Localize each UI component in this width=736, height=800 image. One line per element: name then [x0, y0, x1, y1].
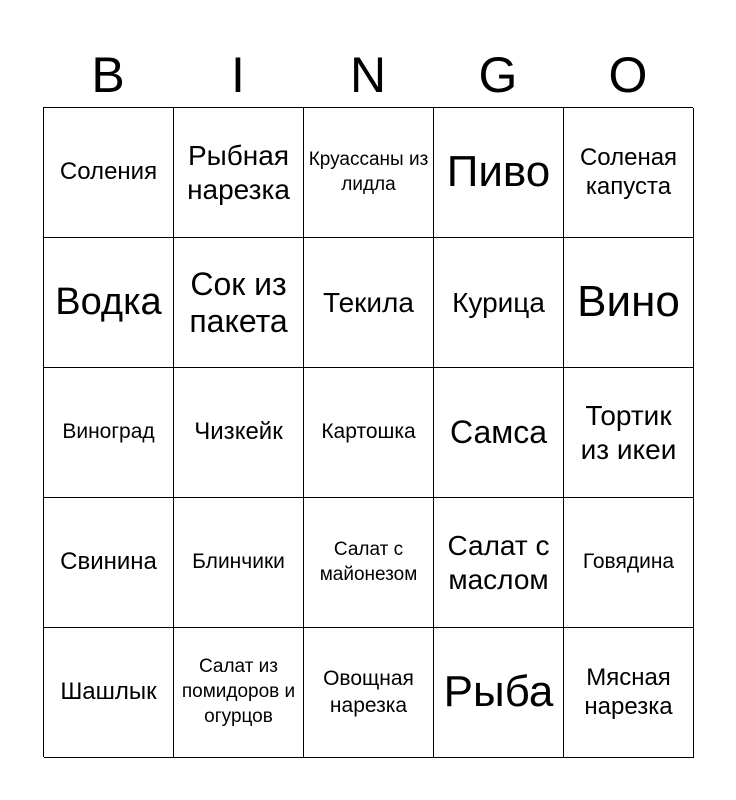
cell-label: Чизкейк: [194, 418, 283, 446]
cell-label: Картошка: [321, 420, 416, 444]
cell-label: Свинина: [60, 548, 157, 576]
bingo-cell[interactable]: [304, 498, 434, 628]
cell-label: Салат из помидоров и огурцов: [181, 656, 296, 727]
bingo-cell[interactable]: [304, 628, 434, 758]
bingo-cell[interactable]: [174, 108, 304, 238]
bingo-cell[interactable]: [174, 498, 304, 628]
bingo-board: [43, 107, 693, 757]
cell-label: Круассаны из лидла: [308, 148, 429, 195]
bingo-cell[interactable]: [434, 108, 564, 238]
cell-label: Пиво: [446, 147, 551, 197]
header-letter-g: G: [478, 47, 518, 103]
bingo-cell[interactable]: [434, 368, 564, 498]
cell-label: Водка: [55, 280, 162, 323]
cell-label: Рыбная нарезка: [187, 139, 290, 205]
bingo-cell[interactable]: [44, 108, 174, 238]
bingo-cell[interactable]: [44, 498, 174, 628]
header-letter-o: O: [608, 47, 648, 103]
header-letter-i: I: [231, 47, 245, 103]
bingo-header: [43, 44, 693, 106]
cell-label: Блинчики: [192, 550, 285, 574]
bingo-cell[interactable]: [564, 238, 694, 368]
bingo-cell[interactable]: [564, 368, 694, 498]
cell-label: Текила: [323, 286, 414, 318]
cell-label: Курица: [452, 286, 545, 318]
bingo-cell[interactable]: [434, 628, 564, 758]
cell-label: Салат с майонезом: [319, 538, 418, 585]
bingo-cell[interactable]: [434, 498, 564, 628]
cell-label: Виноград: [62, 420, 155, 444]
bingo-cell[interactable]: [174, 238, 304, 368]
cell-label: Шашлык: [60, 678, 157, 706]
bingo-cell[interactable]: [44, 368, 174, 498]
cell-label: Овощная нарезка: [323, 667, 414, 717]
bingo-cell[interactable]: [44, 628, 174, 758]
bingo-cell[interactable]: [564, 108, 694, 238]
bingo-cell[interactable]: [44, 238, 174, 368]
cell-label: Рыба: [443, 667, 554, 717]
cell-label: Тортик из икеи: [580, 399, 677, 465]
cell-label: Вино: [577, 277, 680, 327]
bingo-cell[interactable]: [174, 368, 304, 498]
bingo-cell[interactable]: [564, 628, 694, 758]
bingo-cell[interactable]: [304, 368, 434, 498]
cell-label: Соления: [59, 158, 158, 186]
cell-label: Сок из пакета: [189, 265, 288, 339]
cell-label: Говядина: [582, 550, 675, 574]
cell-label: Самса: [449, 414, 548, 451]
header-letter-b: B: [91, 47, 125, 103]
bingo-cell[interactable]: [304, 238, 434, 368]
header-letter-n: N: [349, 47, 387, 103]
cell-label: Соленая капуста: [579, 143, 678, 200]
cell-label: Мясная нарезка: [584, 663, 673, 720]
cell-label: Салат с маслом: [447, 529, 550, 595]
bingo-cell[interactable]: [564, 498, 694, 628]
bingo-cell[interactable]: [174, 628, 304, 758]
bingo-cell[interactable]: [434, 238, 564, 368]
bingo-cell[interactable]: [304, 108, 434, 238]
